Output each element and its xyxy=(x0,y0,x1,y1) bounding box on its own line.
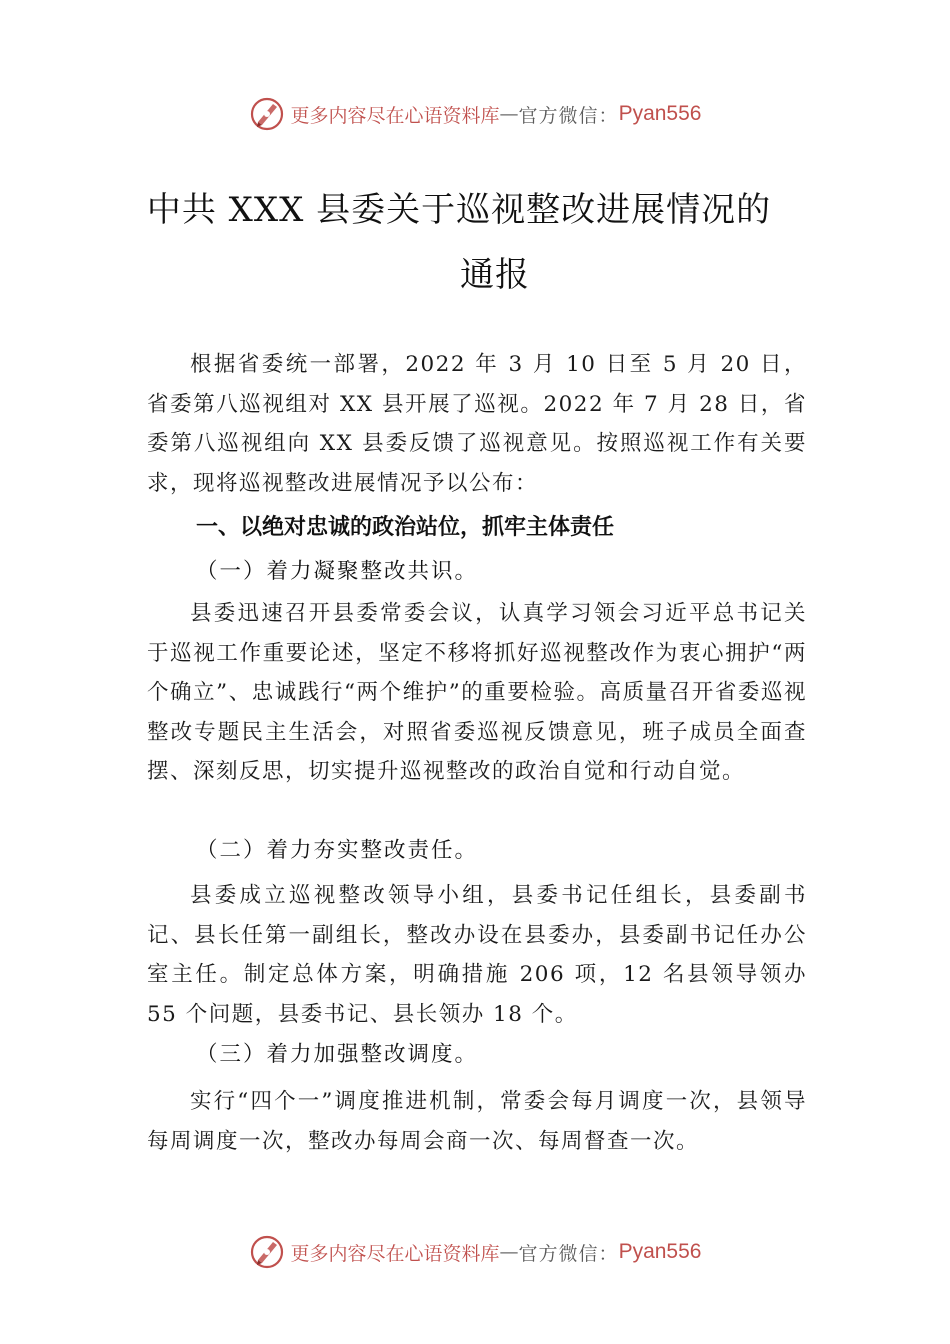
pen-logo-icon xyxy=(249,1234,285,1270)
section-heading-1: 一、以绝对忠诚的政治站位，抓牢主体责任 xyxy=(196,515,615,540)
subheading-2: （二）着力夯实整改责任。 xyxy=(196,838,479,863)
watermark-header xyxy=(0,94,950,134)
watermark-main-text: 更多内容尽在心语资料库 xyxy=(290,1242,500,1265)
document-title-line1: 中共 XXX 县委关于巡视整改进展情况的 xyxy=(146,190,772,230)
watermark-dash: — xyxy=(499,103,519,125)
watermark-wechat-id: Pyan556 xyxy=(618,102,702,125)
pen-logo-icon xyxy=(249,96,285,132)
watermark-label: 官方微信： xyxy=(518,104,619,127)
intro-paragraph: 根据省委统一部署，2022 年 3 月 10 日至 5 月 20 日，省委第八巡视组对 XX 县开展了巡视。2022 年 7 月 28 日，省委第八巡视组向 XX 县委反馈了巡视意见。按照巡视工作有关要求，现将巡视整改进展情况予以公布： xyxy=(147,352,807,496)
watermark-label: 官方微信： xyxy=(518,1242,619,1265)
watermark-main-text: 更多内容尽在心语资料库 xyxy=(290,104,500,127)
sub1-paragraph: 县委迅速召开县委常委会议，认真学习领会习近平总书记关于巡视工作重要论述，坚定不移将抓好巡视整改作为衷心拥护“两个确立”、忠诚践行“两个维护”的重要检验。高质量召开省委巡视整改专题民主生活会，对照省委巡视反馈意见，班子成员全面查摆、深刻反思，切实提升巡视整改的政治自觉和行动自觉。 xyxy=(147,601,807,784)
sub3-paragraph: 实行“四个一”调度推进机制，常委会每月调度一次，县领导每周调度一次，整改办每周会商一次、每周督查一次。 xyxy=(147,1089,807,1154)
sub2-paragraph: 县委成立巡视整改领导小组，县委书记任组长，县委副书记、县长任第一副组长，整改办设在县委办，县委副书记任办公室主任。制定总体方案，明确措施 206 项，12 名县领导领办 55 个问题，县委书记、县长领办 18 个。 xyxy=(147,883,807,1027)
subheading-3: （三）着力加强整改调度。 xyxy=(196,1042,479,1067)
subheading-1: （一）着力凝聚整改共识。 xyxy=(196,559,479,584)
watermark-footer xyxy=(0,1232,950,1272)
watermark-wechat-id: Pyan556 xyxy=(618,1240,702,1263)
watermark-dash: — xyxy=(499,1241,519,1263)
document-title-line2: 通报 xyxy=(460,255,530,295)
